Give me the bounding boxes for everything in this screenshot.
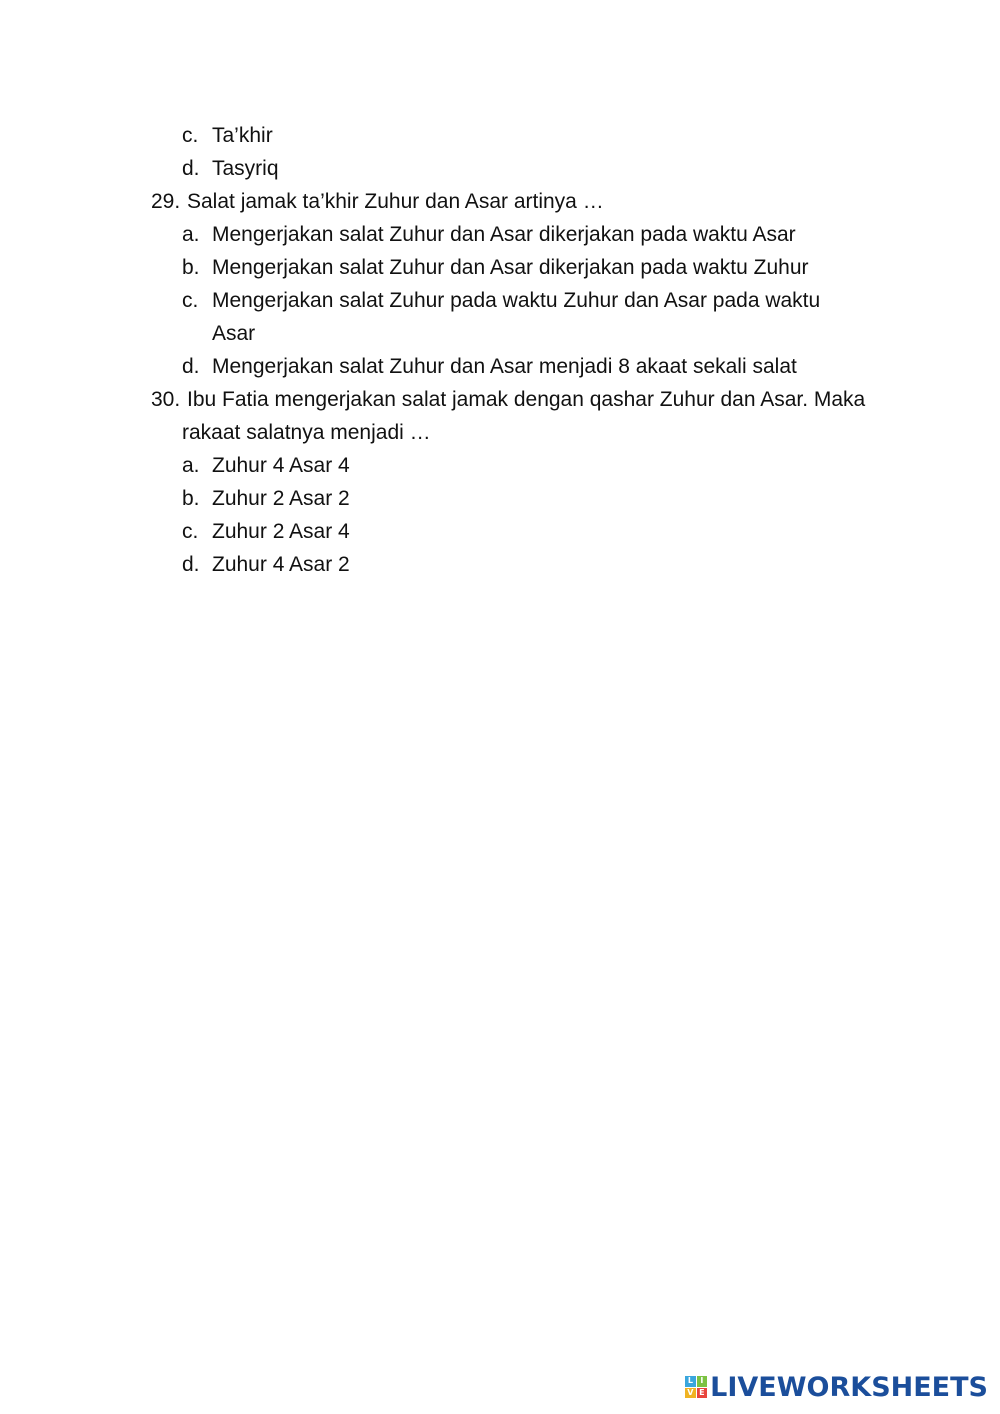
option-text: Mengerjakan salat Zuhur dan Asar menjadi 8 akaat sekali salat [212, 355, 797, 378]
question-number: 29. [151, 190, 181, 213]
option-letter: b. [182, 487, 200, 510]
logo-mark-cell: E [697, 1388, 708, 1399]
option-letter: d. [182, 355, 200, 378]
option-letter: c. [182, 289, 199, 312]
logo-mark-cell: I [697, 1376, 708, 1387]
logo-text: LIVEWORKSHEETS [710, 1371, 988, 1403]
option-text: Zuhur 2 Asar 4 [212, 520, 350, 543]
option-letter: a. [182, 454, 200, 477]
liveworksheets-logo-icon [685, 1376, 707, 1398]
logo-mark-cell: V [685, 1388, 696, 1399]
question-text: Salat jamak ta’khir Zuhur dan Asar artinya … [187, 190, 604, 213]
option-letter: c. [182, 124, 199, 147]
logo-mark-cell: L [685, 1376, 696, 1387]
option-text: Mengerjakan salat Zuhur dan Asar dikerjakan pada waktu Asar [212, 223, 796, 246]
option-letter: a. [182, 223, 200, 246]
option-text: Zuhur 4 Asar 4 [212, 454, 350, 477]
option-text: Tasyriq [212, 157, 279, 180]
question-text-continuation: rakaat salatnya menjadi … [182, 421, 431, 444]
option-text: Ta’khir [212, 124, 273, 147]
option-letter: b. [182, 256, 200, 279]
option-text: Zuhur 2 Asar 2 [212, 487, 350, 510]
question-text: Ibu Fatia mengerjakan salat jamak dengan qashar Zuhur dan Asar. Maka [187, 388, 866, 411]
option-text: Mengerjakan salat Zuhur pada waktu Zuhur dan Asar pada waktu [212, 289, 821, 312]
option-letter: c. [182, 520, 199, 543]
option-text: Mengerjakan salat Zuhur dan Asar dikerjakan pada waktu Zuhur [212, 256, 809, 279]
option-text: Zuhur 4 Asar 2 [212, 553, 350, 576]
liveworksheets-logo [685, 1372, 988, 1402]
option-text-continuation: Asar [212, 322, 256, 345]
question-number: 30. [151, 388, 181, 411]
option-letter: d. [182, 157, 200, 180]
option-letter: d. [182, 553, 200, 576]
